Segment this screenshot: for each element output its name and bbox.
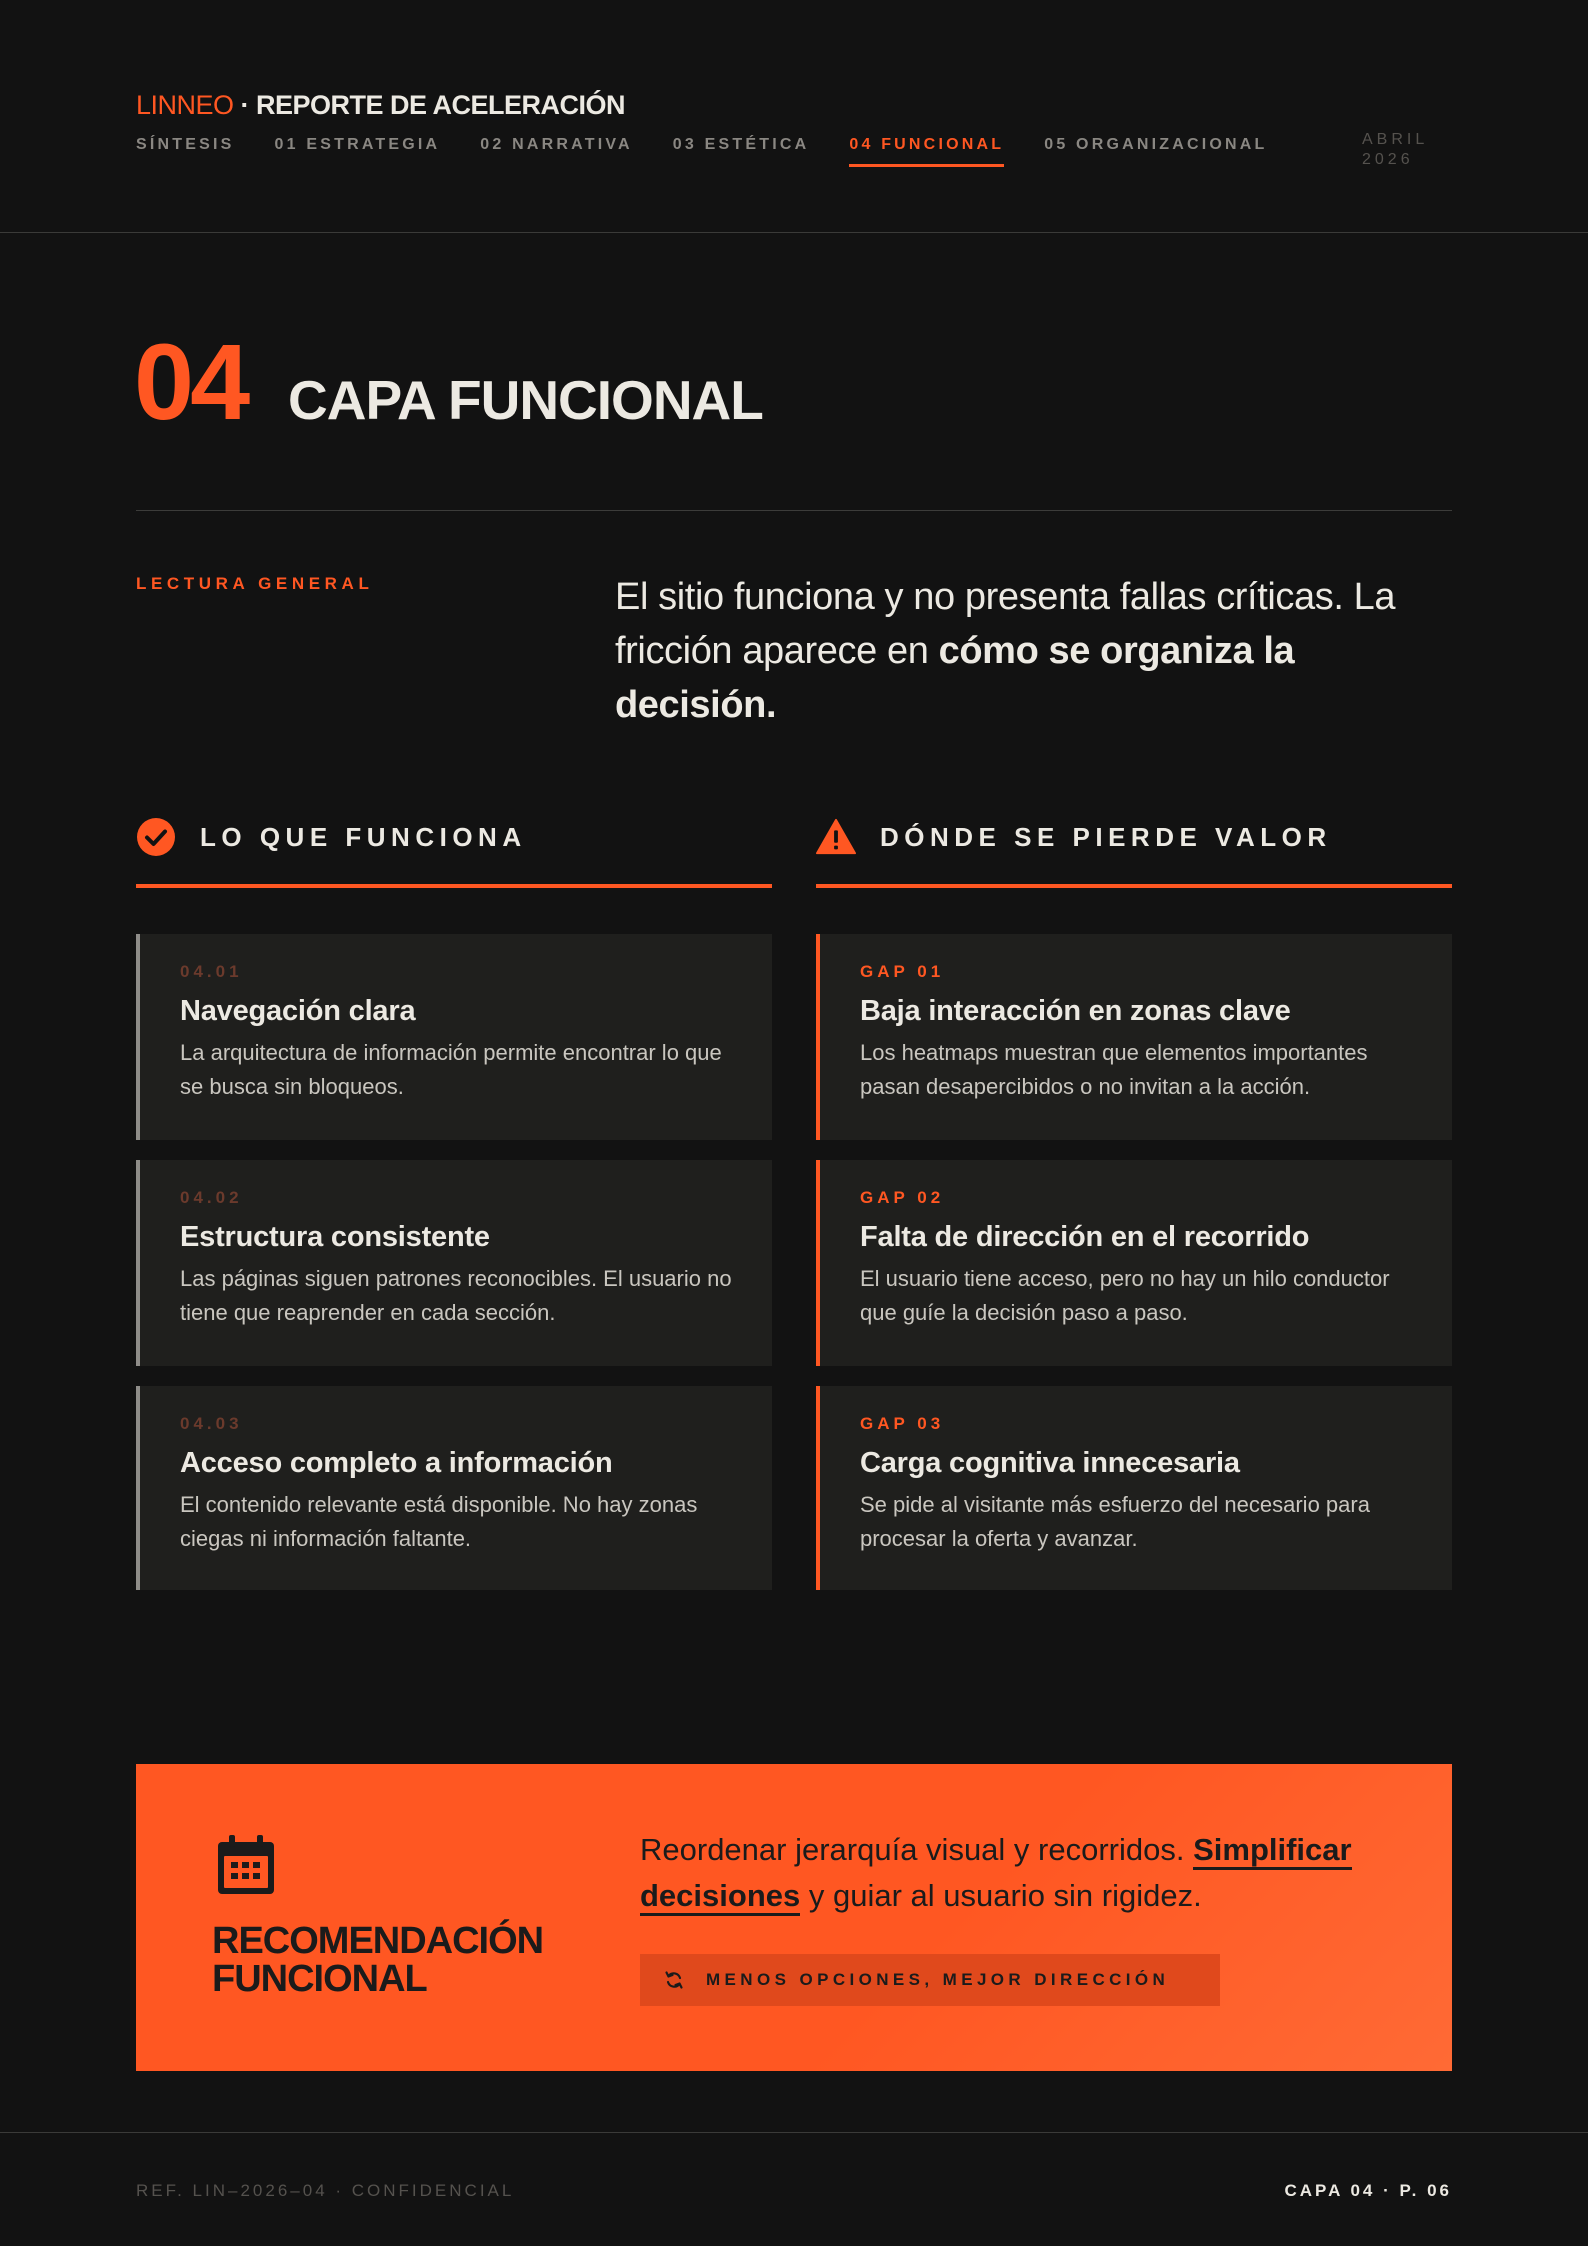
card-body: El contenido relevante está disponible. No hay zonas ciegas ni información faltante. <box>180 1492 698 1551</box>
gap-card-1 <box>816 934 1452 1140</box>
check-circle-icon <box>136 817 176 857</box>
card-title: Estructura consistente <box>180 1221 490 1253</box>
brand-name: LINNEO <box>136 90 234 120</box>
works-title: LO QUE FUNCIONA <box>200 821 527 852</box>
card-code: GAP 02 <box>860 1188 945 1207</box>
card-body: Los heatmaps muestran que elementos importantes pasan desapercibidos o no invitan a la acción. <box>860 1040 1368 1099</box>
lectura-label: LECTURA GENERAL <box>136 574 374 593</box>
gaps-header <box>816 808 1452 888</box>
gap-card-3 <box>816 1386 1452 1590</box>
recommendation-banner <box>136 1764 1452 2071</box>
card-code: 04.02 <box>180 1188 243 1207</box>
section-title: CAPA FUNCIONAL <box>288 369 763 431</box>
works-column <box>136 808 772 1551</box>
card-code: 04.03 <box>180 1414 243 1433</box>
recommendation-text-part1: Reordenar jerarquía visual y recorridos. <box>640 1832 1194 1867</box>
recommendation-title-line1: RECOMENDACIÓN <box>212 1920 544 1962</box>
nav-item-narrativa[interactable]: 02 NARRATIVA <box>480 136 633 153</box>
card-title: Baja interacción en zonas clave <box>860 995 1291 1027</box>
works-header <box>136 808 772 888</box>
warning-icon <box>816 817 856 857</box>
card-body: Se pide al visitante más esfuerzo del necesario para procesar la oferta y avanzar. <box>860 1492 1370 1551</box>
lectura-text-bold: cómo se organiza la decisión. <box>615 630 1295 726</box>
nav-item-organizacional[interactable]: 05 ORGANIZACIONAL <box>1044 136 1268 153</box>
card-body: Las páginas siguen patrones reconocibles. El usuario no tiene que reaprender en cada sección. <box>180 1266 732 1325</box>
gaps-title: DÓNDE SE PIERDE VALOR <box>880 821 1332 852</box>
nav-item-estrategia[interactable]: 01 ESTRATEGIA <box>274 136 441 153</box>
card-code: GAP 03 <box>860 1414 945 1433</box>
card-code: GAP 01 <box>860 962 945 981</box>
recommendation-text <box>640 1827 1420 1919</box>
title-divider <box>136 510 1452 511</box>
footer-page-number: CAPA 04 · P. 06 <box>1284 2181 1452 2200</box>
nav-item-funcional[interactable]: 04 FUNCIONAL <box>849 136 1004 167</box>
nav-item-sintesis[interactable]: SÍNTESIS <box>136 136 235 153</box>
works-card-1 <box>136 934 772 1140</box>
brand-title[interactable] <box>136 90 625 121</box>
refresh-icon <box>664 1970 684 1990</box>
recommendation-text-part2: y guiar al usuario sin rigidez. <box>800 1878 1202 1913</box>
recommendation-title-line2: FUNCIONAL <box>212 1958 427 2000</box>
gap-card-2 <box>816 1160 1452 1366</box>
card-title: Falta de dirección en el recorrido <box>860 1221 1310 1253</box>
calendar-icon <box>216 1834 276 1896</box>
recommendation-emphasis: Simplificar decisiones <box>640 1832 1352 1916</box>
recommendation-tag <box>640 1954 1220 2006</box>
page-header <box>0 0 1588 233</box>
works-card-3 <box>136 1386 772 1590</box>
recommendation-title <box>212 1922 612 1998</box>
card-title: Carga cognitiva innecesaria <box>860 1447 1240 1479</box>
section-number: 04 <box>134 321 247 442</box>
nav-item-estetica[interactable]: 03 ESTÉTICA <box>672 136 810 153</box>
card-title: Navegación clara <box>180 995 416 1027</box>
lectura-text <box>615 570 1455 732</box>
page-footer <box>0 2132 1588 2246</box>
gaps-column <box>816 808 1452 1551</box>
report-title: · REPORTE DE ACELERACIÓN <box>233 90 626 120</box>
works-card-2 <box>136 1160 772 1366</box>
card-body: La arquitectura de información permite encontrar lo que se busca sin bloqueos. <box>180 1040 722 1099</box>
footer-reference: REF. LIN–2026–04 · CONFIDENCIAL <box>136 2181 515 2200</box>
lectura-text-plain: El sitio funciona y no presenta fallas críticas. La fricción aparece en <box>615 576 1396 672</box>
recommendation-tag-label: MENOS OPCIONES, MEJOR DIRECCIÓN <box>706 1970 1170 1989</box>
section-nav <box>136 136 1308 167</box>
card-title: Acceso completo a información <box>180 1447 613 1479</box>
card-code: 04.01 <box>180 962 243 981</box>
report-date: ABRIL 2026 <box>1362 131 1428 168</box>
card-body: El usuario tiene acceso, pero no hay un hilo conductor que guíe la decisión paso a paso. <box>860 1266 1390 1325</box>
